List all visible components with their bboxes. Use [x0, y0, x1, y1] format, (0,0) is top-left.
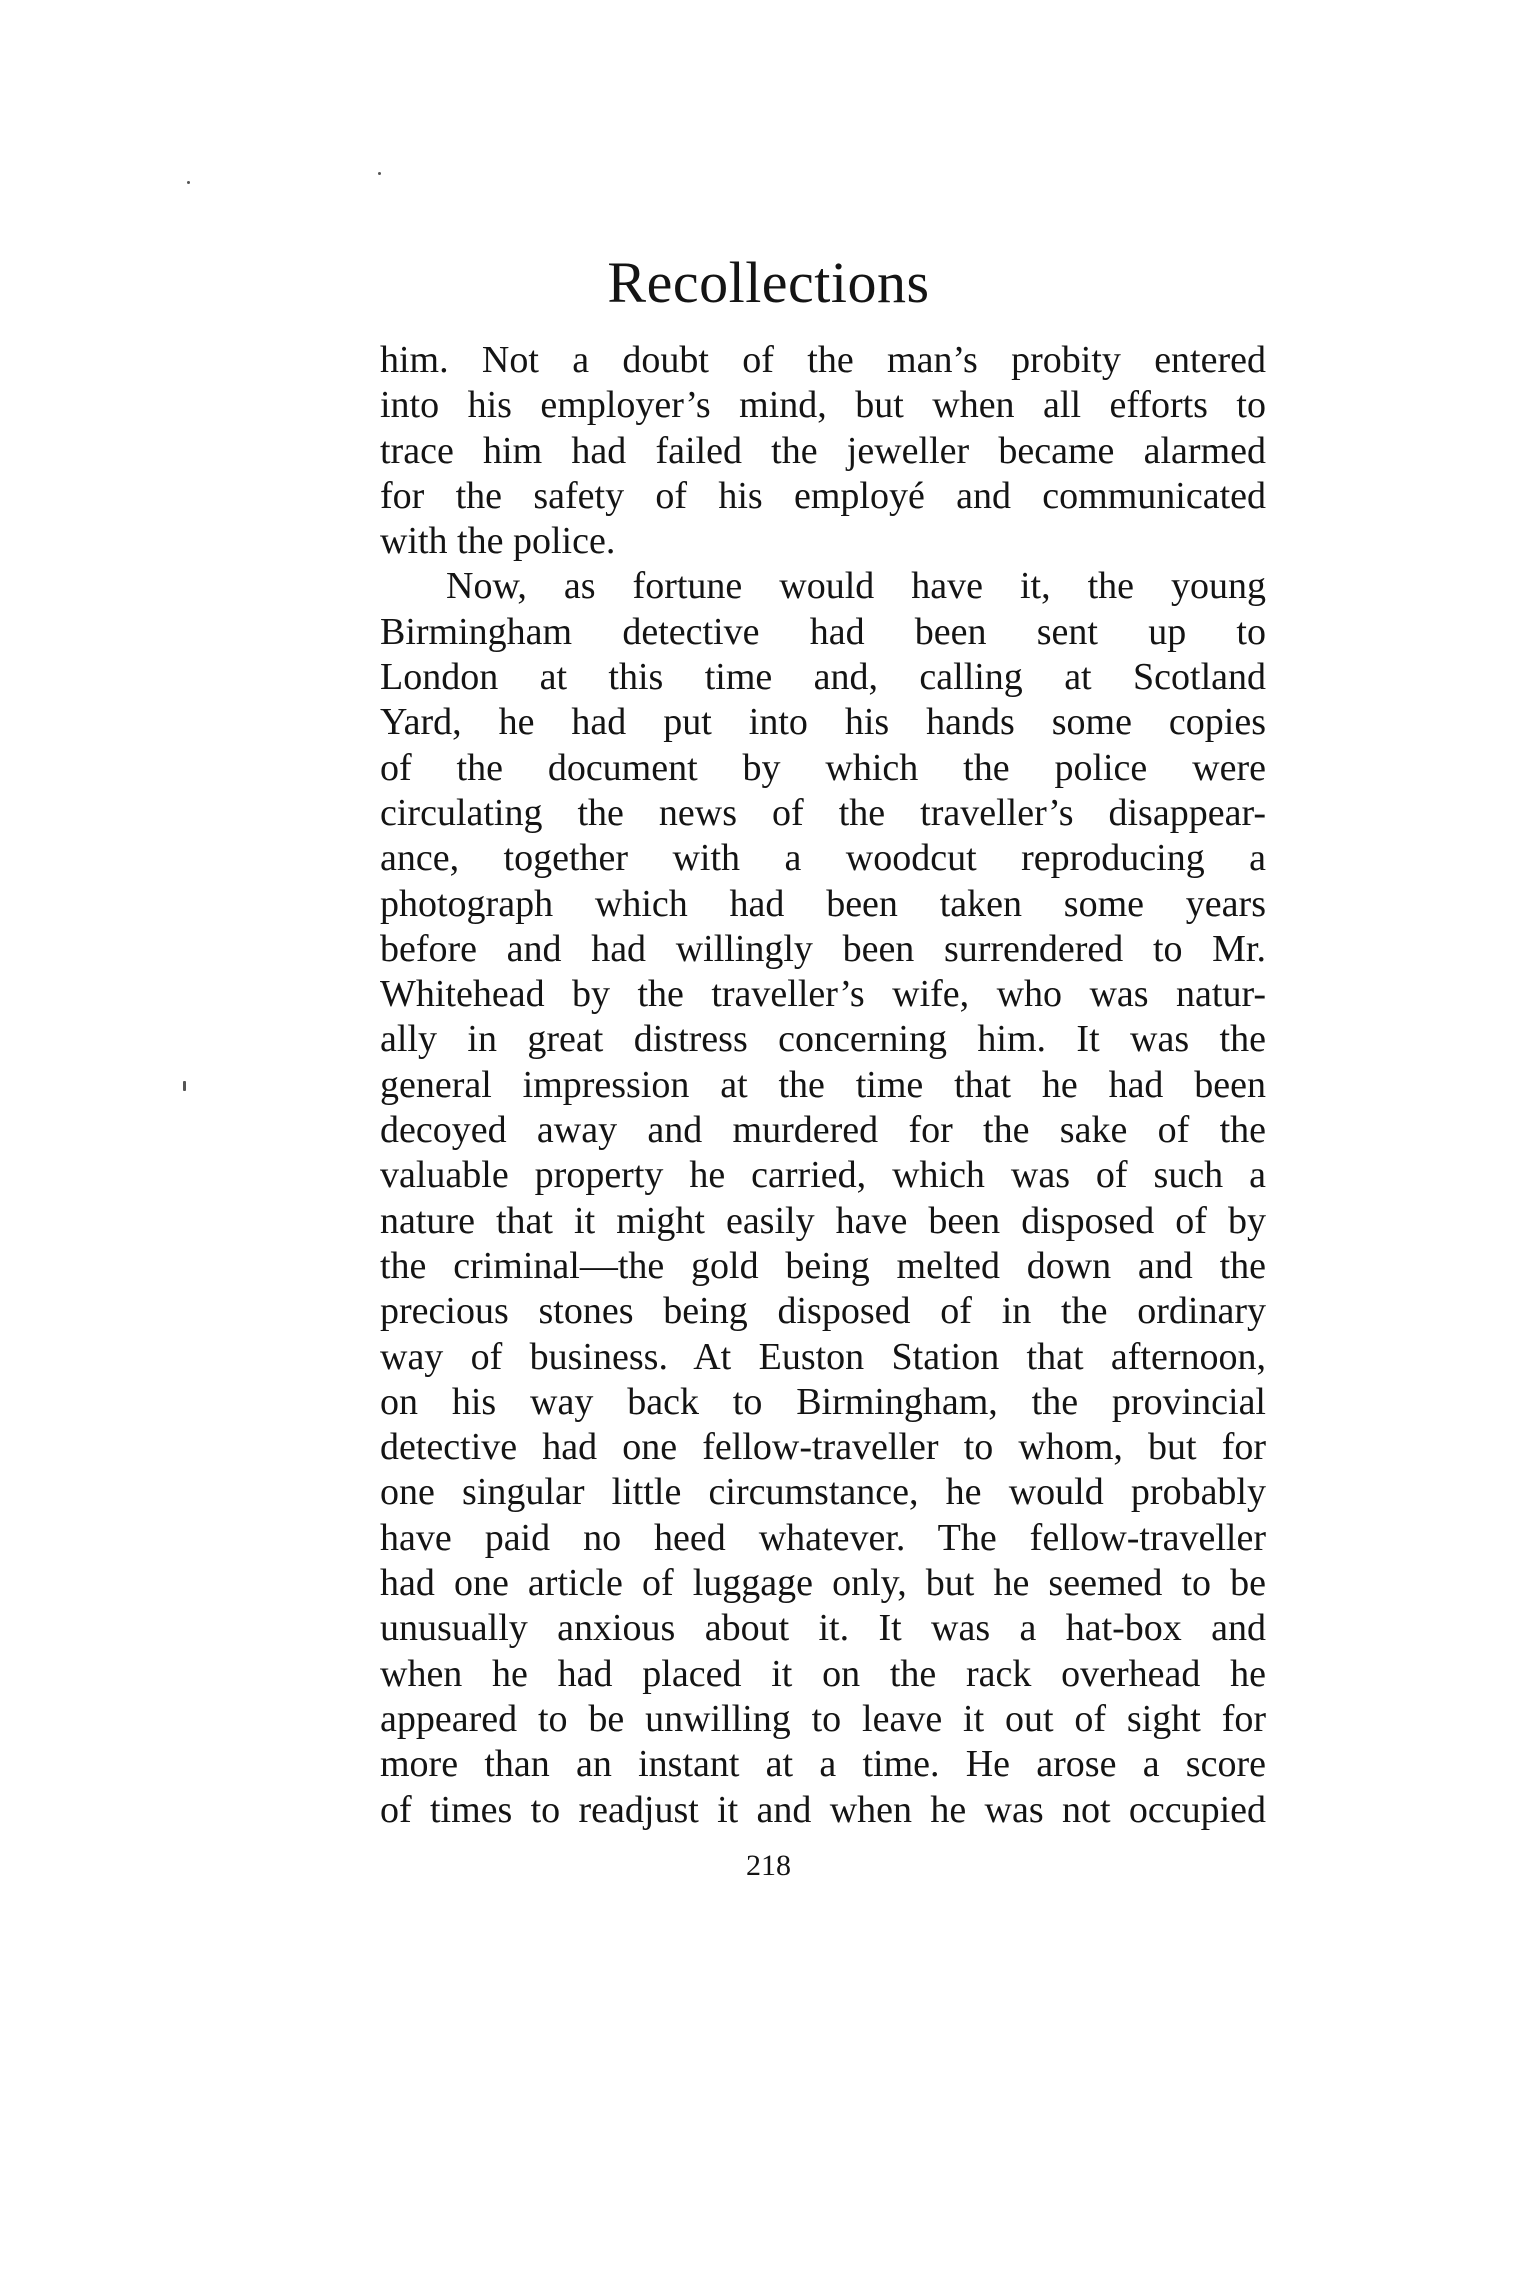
text-line: unusually anxious about it. It was a hat-box and [380, 1607, 1266, 1650]
text-line: have paid no heed whatever. The fellow-traveller [380, 1516, 1266, 1559]
text-line: nature that it might easily have been disposed of by [380, 1199, 1266, 1242]
text-line: the criminal—the gold being melted down and the [380, 1244, 1266, 1287]
text-line: with the police. [380, 520, 616, 563]
text-line: Birmingham detective had been sent up to [380, 610, 1266, 653]
text-line: when he had placed it on the rack overhead he [380, 1652, 1266, 1695]
text-line: of times to readjust it and when he was not occupied [380, 1788, 1266, 1831]
text-line: more than an instant at a time. He arose a score [380, 1743, 1266, 1786]
text-line: of the document by which the police were [380, 746, 1266, 789]
text-line: detective had one fellow-traveller to whom, but for [380, 1426, 1266, 1469]
text-line: circulating the news of the traveller’s disappear- [380, 791, 1266, 834]
body-text [380, 338, 1266, 1833]
text-line: appeared to be unwilling to leave it out of sight for [380, 1697, 1266, 1740]
print-speck [378, 172, 381, 175]
print-speck [187, 181, 190, 184]
text-line: before and had willingly been surrendered to Mr. [380, 927, 1266, 970]
text-line: ance, together with a woodcut reproducing a [380, 837, 1266, 880]
text-line: had one article of luggage only, but he seemed to be [380, 1562, 1266, 1605]
text-line: valuable property he carried, which was of such a [380, 1154, 1266, 1197]
text-line: photograph which had been taken some years [380, 882, 1266, 925]
text-line: into his employer’s mind, but when all efforts to [380, 384, 1266, 427]
text-line: one singular little circumstance, he would probably [380, 1471, 1266, 1514]
text-line: on his way back to Birmingham, the provincial [380, 1380, 1266, 1423]
text-line: him. Not a doubt of the man’s probity entered [380, 339, 1266, 381]
text-line: trace him had failed the jeweller became alarmed [380, 429, 1266, 472]
paragraph-first-line: Now, as fortune would have it, the young [446, 565, 1266, 608]
text-line: decoyed away and murdered for the sake of the [380, 1109, 1266, 1152]
text-line: Whitehead by the traveller’s wife, who was natur- [380, 973, 1266, 1016]
print-speck [183, 1081, 186, 1091]
text-line: precious stones being disposed of in the ordinary [380, 1290, 1266, 1333]
text-line: general impression at the time that he had been [380, 1063, 1266, 1106]
running-head: Recollections [607, 250, 930, 315]
text-line: ally in great distress concerning him. It was the [380, 1018, 1266, 1061]
text-line: for the safety of his employé and communicated [380, 474, 1266, 517]
text-line: Yard, he had put into his hands some copies [380, 701, 1266, 744]
text-line: way of business. At Euston Station that afternoon, [380, 1335, 1266, 1378]
text-line: London at this time and, calling at Scotland [380, 656, 1266, 699]
page-number: 218 [746, 1849, 791, 1882]
